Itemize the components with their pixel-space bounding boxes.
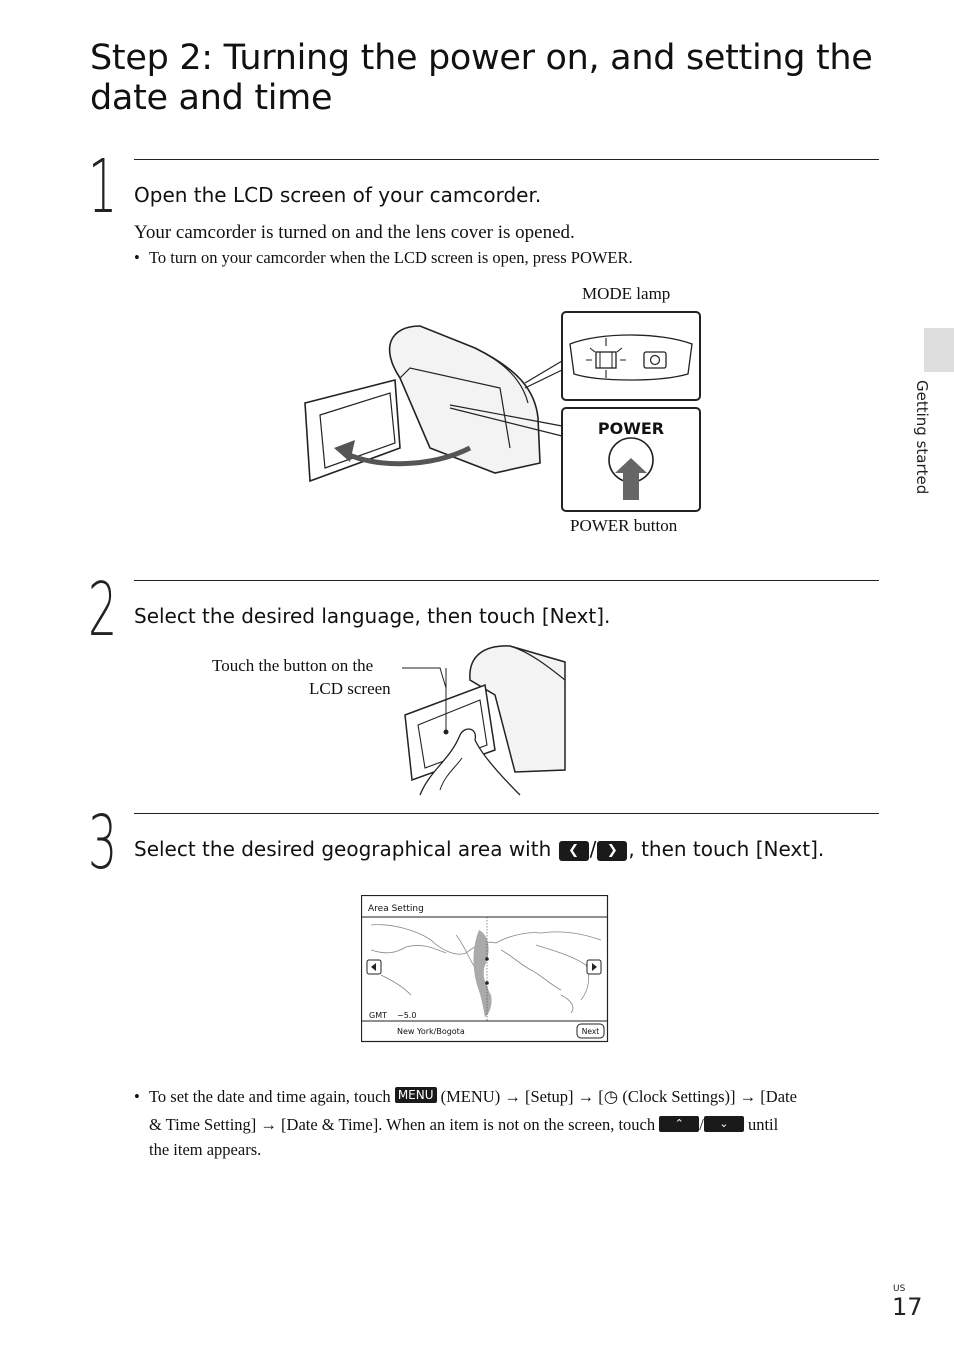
gmt-value: −5.0 (397, 1011, 417, 1020)
next-button-label: Next (581, 1027, 600, 1036)
chevron-right-icon: ❯ (597, 841, 627, 861)
section-tab (924, 328, 954, 372)
arrow-icon: → (577, 1087, 595, 1106)
menu-icon: MENU (395, 1087, 437, 1103)
note-text-1a: To set the date and time again, touch (149, 1087, 391, 1106)
arrow-icon: → (739, 1087, 757, 1106)
note-text-2c: until (747, 1115, 779, 1134)
note-text-1b: (MENU) (440, 1087, 501, 1106)
page-number: 17 (892, 1293, 923, 1321)
touch-callout-line-2: LCD screen (309, 679, 391, 698)
area-setting-screen (361, 895, 609, 1043)
note-sep: / (699, 1115, 704, 1134)
step-1-number: 1 (88, 144, 118, 230)
power-text: POWER (597, 419, 665, 438)
step-3-heading-start: Select the desired geographical area with (134, 837, 552, 861)
city-name: New York/Bogota (397, 1027, 465, 1036)
arrow-icon: → (260, 1115, 277, 1134)
chevron-down-icon: ⌄ (704, 1116, 744, 1132)
camcorder-touch-illustration (400, 640, 570, 800)
power-button-label: POWER button (570, 516, 678, 535)
step-3-heading (134, 836, 824, 862)
arrow-icon: → (504, 1087, 521, 1106)
step-1-bullet-text: To turn on your camcorder when the LCD screen is open, press POWER. (149, 248, 633, 267)
step-1-body: Your camcorder is turned on and the lens cover is opened. (134, 222, 575, 243)
note-line-2 (149, 1115, 778, 1135)
clock-icon: ◷ (603, 1087, 619, 1106)
step-2-number: 2 (88, 567, 118, 653)
page-title: Step 2: Turning the power on, and setting the date and time (90, 38, 873, 118)
step-3-heading-end: , then touch [Next]. (628, 837, 825, 861)
gmt-label: GMT (369, 1011, 387, 1020)
note-text-2a: & Time Setting] (149, 1115, 257, 1134)
step-3-number: 3 (88, 800, 118, 886)
mode-lamp-label: MODE lamp (582, 284, 671, 303)
camcorder-power-illustration (300, 308, 710, 518)
step-3-rule (134, 813, 879, 814)
step-3-heading-sep: / (589, 837, 597, 861)
step-2-rule (134, 580, 879, 581)
note-text-1c: [Setup] (524, 1087, 574, 1106)
area-setting-title: Area Setting (368, 904, 424, 914)
chevron-left-icon: ❮ (559, 841, 589, 861)
note-text-1e: (Clock Settings)] (622, 1087, 736, 1106)
page-region: US (893, 1284, 906, 1294)
note-text-2b: [Date & Time]. When an item is not on the screen, touch (281, 1115, 656, 1134)
step-2-heading: Select the desired language, then touch [Next]. (134, 604, 611, 628)
touch-callout-line-1: Touch the button on the (212, 656, 374, 675)
note-text-1d: [ (598, 1087, 604, 1106)
note-line-3: the item appears. (149, 1140, 262, 1159)
step-1-rule (134, 159, 879, 160)
step-1-heading: Open the LCD screen of your camcorder. (134, 183, 542, 207)
note-line-1 (149, 1087, 797, 1107)
note-text-1f: [Date (760, 1087, 797, 1106)
section-tab-label: Getting started (913, 380, 931, 495)
chevron-up-icon: ⌃ (659, 1116, 699, 1132)
